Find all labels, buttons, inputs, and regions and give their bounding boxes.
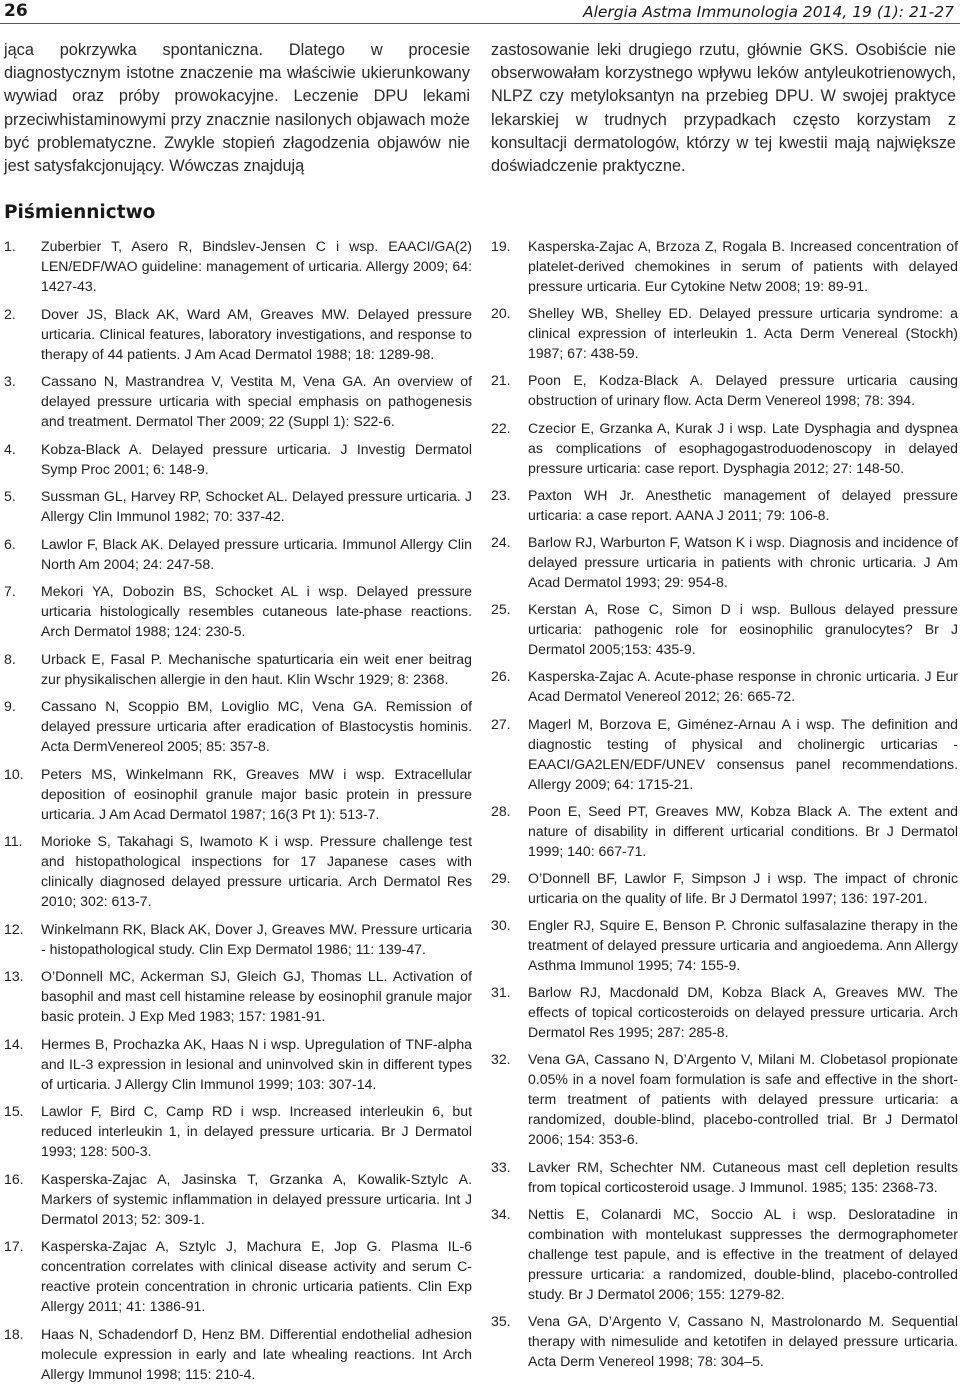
reference-number: 2. — [4, 305, 16, 322]
reference-item — [4, 1324, 472, 1384]
reference-number: 17. — [4, 1238, 24, 1254]
page-number: 26 — [4, 1, 28, 21]
reference-number: 19. — [491, 238, 511, 254]
reference-text: Hermes B, Prochazka AK, Haas N i wsp. Upregulation of TNF-alpha and IL-3 expression in lesional and uninvolved skin in different types of urticaria. J Allergy Clin Immunol 1999; 103: 307-14. — [41, 1035, 472, 1092]
reference-number: 26. — [491, 668, 511, 685]
reference-number: 35. — [491, 1313, 511, 1329]
reference-number: 29. — [491, 869, 511, 886]
reference-item — [491, 485, 958, 525]
reference-item — [4, 534, 472, 574]
reference-number: 34. — [491, 1205, 511, 1222]
reference-text: Shelley WB, Shelley ED. Delayed pressure urticaria syndrome: a clinical expression of interleukin 1. Acta Derm Venereal (Stockh) 1987; 67: 438-59. — [528, 305, 958, 362]
reference-item — [491, 1049, 958, 1149]
reference-item — [4, 581, 472, 641]
reference-item — [491, 1311, 958, 1371]
reference-text: Lawlor F, Bird C, Camp RD i wsp. Increased interleukin 6, but reduced interleukin 1, in delayed pressure urticaria. Br J Dermatol 1993; 128: 500-3. — [41, 1103, 472, 1159]
reference-item — [491, 1157, 958, 1197]
reference-item — [4, 831, 472, 911]
reference-item — [4, 649, 472, 689]
reference-item — [491, 532, 958, 592]
reference-number: 21. — [491, 372, 511, 389]
reference-item — [4, 486, 472, 526]
references-list-right — [491, 236, 958, 1371]
reference-text: Vena GA, D’Argento V, Cassano N, Mastrolonardo M. Sequential therapy with nimesulide and ketotifen in delayed pressure urticaria. Acta Derm Venereol 1998; 78: 304–5. — [528, 1313, 958, 1369]
body-text-left: jąca pokrzywka spontaniczna. Dlatego w procesie diagnostycznym istotne znaczenie ma właściwie ukierunkowany wywiad oraz próby prowokacyjne. Leczenie DPU lekami przeciwhistaminowymi przy znacznie nasilonych objawach może być problematyczne. Zwykle stopień złagodzenia objawów nie jest satysfakcjonujący. Wówczas znajdują — [4, 41, 470, 176]
reference-number: 15. — [4, 1103, 24, 1119]
reference-text: Magerl M, Borzova E, Giménez-Arnau A i wsp. The definition and diagnostic testing of physical and cholinergic urticarias - EAACI/GA2LEN/EDF/UNEV consensus panel recommendations. Allergy 2009; 64: 1715-21. — [528, 715, 958, 792]
reference-text: Haas N, Schadendorf D, Henz BM. Differential endothelial adhesion molecule expression in early and late whealing reactions. Int Arch Allergy Immunol 1998; 115: 210-4. — [41, 1325, 472, 1382]
reference-text: Lawlor F, Black AK. Delayed pressure urticaria. Immunol Allergy Clin North Am 2004; 24: 247-58. — [41, 535, 472, 572]
reference-number: 3. — [4, 373, 16, 389]
reference-number: 20. — [491, 305, 511, 322]
reference-text: Kobza-Black A. Delayed pressure urticaria. J Investig Dermatol Symp Proc 2001; 6: 148-9. — [41, 440, 472, 477]
references-right-column — [491, 236, 958, 1378]
reference-item — [491, 370, 958, 410]
reference-number: 30. — [491, 917, 511, 934]
reference-number: 6. — [4, 535, 16, 552]
reference-item — [491, 868, 958, 908]
reference-number: 32. — [491, 1051, 511, 1068]
reference-text: Zuberbier T, Asero R, Bindslev-Jensen C i wsp. EAACI/GA(2) LEN/EDF/WAO guideline: management of urticaria. Allergy 2009; 64: 1427-43. — [41, 238, 472, 294]
reference-number: 8. — [4, 650, 16, 667]
reference-text: Winkelmann RK, Black AK, Dover J, Greaves MW. Pressure urticaria - histopathological study. Clin Exp Dermatol 1986; 11: 139-47. — [41, 920, 472, 957]
reference-number: 18. — [4, 1325, 24, 1342]
reference-text: Cassano N, Mastrandrea V, Vestita M, Vena GA. An overview of delayed pressure urticaria with special emphasis on pathogenesis and treatment. Dermatol Ther 2009; 22 (Suppl 1): S22-6. — [41, 373, 472, 429]
reference-text: Peters MS, Winkelmann RK, Greaves MW i wsp. Extracellular deposition of eosinophil granule major basic protein in pressure urticaria. J Am Acad Dermatol 1987; 16(3 Pt 1): 513-7. — [41, 765, 472, 822]
reference-item — [491, 801, 958, 861]
reference-number: 4. — [4, 440, 16, 457]
reference-item — [491, 236, 958, 296]
reference-number: 16. — [4, 1170, 24, 1187]
reference-item — [491, 915, 958, 975]
reference-number: 5. — [4, 488, 16, 504]
reference-text: Lavker RM, Schechter NM. Cutaneous mast cell depletion results from topical corticosteroid usage. J Immunol. 1985; 135: 2368-73. — [528, 1158, 958, 1195]
reference-number: 7. — [4, 583, 16, 599]
reference-number: 31. — [491, 984, 511, 1001]
reference-item — [4, 919, 472, 959]
journal-citation: Alergia Astma Immunologia 2014, 19 (1): 21-27 — [582, 3, 954, 21]
reference-item — [491, 714, 958, 794]
reference-text: Kasperska-Zajac A, Jasinska T, Grzanka A, Kowalik-Sztylc A. Markers of systemic inflammation in delayed pressure urticaria. Int J Dermatol 2013; 52: 309-1. — [41, 1170, 472, 1227]
reference-item — [491, 418, 958, 478]
reference-item — [4, 1101, 472, 1161]
reference-text: O’Donnell BF, Lawlor F, Simpson J i wsp. The impact of chronic urticaria on the quality of life. Br J Dermatol 1997; 136: 197-201. — [528, 869, 958, 906]
reference-text: Kasperska-Zajac A, Sztylc J, Machura E, Jop G. Plasma IL-6 concentration correlates with clinical disease activity and serum C-reactive protein concentration in chronic urticaria patients. Clin Exp Allergy 2011; 41: 1386-91. — [41, 1238, 472, 1314]
reference-item — [491, 1204, 958, 1304]
reference-item — [491, 666, 958, 706]
reference-number: 33. — [491, 1158, 511, 1175]
reference-number: 14. — [4, 1035, 24, 1052]
reference-text: Czecior E, Grzanka A, Kurak J i wsp. Late Dysphagia and dyspnea as complications of esophagogastroduodenoscopy in delayed pressure urticaria: case report. Dysphagia 2012; 27: 148-50. — [528, 419, 958, 476]
reference-text: O’Donnell MC, Ackerman SJ, Gleich GJ, Thomas LL. Activation of basophil and mast cell histamine release by eosinophil granule major basic protein. J Exp Med 1983; 157: 1981-91. — [41, 968, 472, 1024]
reference-item — [4, 371, 472, 431]
reference-text: Barlow RJ, Warburton F, Watson K i wsp. Diagnosis and incidence of delayed pressure urticaria in patients with chronic urticaria. J Am Acad Dermatol 1993; 29: 954-8. — [528, 533, 958, 590]
header-rule — [0, 23, 960, 24]
reference-text: Vena GA, Cassano N, D’Argento V, Milani M. Clobetasol propionate 0.05% in a novel foam formulation is safe and effective in the short-term treatment of patients with delayed pressure urticaria: a randomized, double-blind, placebo-controlled trial. Br J Dermatol 2006; 154: 353-6. — [528, 1051, 958, 1148]
reference-number: 11. — [4, 833, 23, 849]
reference-text: Urback E, Fasal P. Mechanische spaturticaria ein weit ener beitrag zur physikalischen allergie in den haut. Klin Wschr 1929; 8: 2368. — [41, 650, 472, 687]
references-list-left — [4, 236, 472, 1384]
reference-number: 10. — [4, 765, 24, 782]
reference-text: Dover JS, Black AK, Ward AM, Greaves MW. Delayed pressure urticaria. Clinical features, laboratory investigations, and response to therapy of 44 patients. J Am Acad Dermatol 1988; 18: 1289-98. — [41, 305, 472, 362]
reference-text: Kerstan A, Rose C, Simon D i wsp. Bullous delayed pressure urticaria: pathogenic role for eosinophilic granulocytes? Br J Dermatol 2005;153: 435-9. — [528, 601, 958, 658]
reference-item — [4, 236, 472, 296]
reference-text: Nettis E, Colanardi MC, Soccio AL i wsp. Desloratadine in combination with montelukast suppresses the dermographometer challenge test papule, and is effective in the treatment of delayed pressure urticaria: a randomized, double-blind, placebo-controlled study. Br J Dermatol 2006; 155: 1279-82. — [528, 1205, 958, 1302]
reference-number: 22. — [491, 419, 511, 436]
reference-number: 12. — [4, 920, 24, 937]
reference-item — [4, 439, 472, 479]
reference-text: Mekori YA, Dobozin BS, Schocket AL i wsp. Delayed pressure urticaria histologically resembles cutaneous late-phase reactions. Arch Dermatol 1988; 124: 230-5. — [41, 583, 472, 639]
body-text-right: zastosowanie leki drugiego rzutu, głównie GKS. Osobiście nie obserwowałam korzystnego wpływu leków antyleukotrienowych, NLPZ czy metyloksantyn na przebieg DPU. W swojej praktyce lekarskiej w trudnych przypadkach często korzystam z konsultacji dermatologów, którzy w tej kwestii mają największe doświadczenie praktyczne. — [491, 41, 956, 176]
reference-number: 25. — [491, 601, 511, 618]
reference-item — [491, 982, 958, 1042]
reference-item — [491, 599, 958, 659]
reference-item — [4, 1169, 472, 1229]
reference-number: 28. — [491, 802, 511, 819]
reference-text: Sussman GL, Harvey RP, Schocket AL. Delayed pressure urticaria. J Allergy Clin Immunol 1982; 70: 337-42. — [41, 488, 472, 524]
references-heading: Piśmiennictwo — [4, 202, 156, 223]
reference-number: 24. — [491, 533, 511, 550]
reference-item — [4, 1236, 472, 1316]
reference-number: 9. — [4, 698, 16, 714]
reference-number: 27. — [491, 715, 511, 732]
reference-text: Paxton WH Jr. Anesthetic management of delayed pressure urticaria: a case report. AANA J 2011; 79: 106-8. — [528, 486, 958, 523]
reference-item — [491, 303, 958, 363]
references-left-column — [4, 236, 472, 1391]
reference-text: Morioke S, Takahagi S, Iwamoto K i wsp. Pressure challenge test and histopathological inspections for 17 Japanese cases with clinically diagnosed delayed pressure urticaria. Arch Dermatol Res 2010; 302: 613-7. — [41, 833, 472, 909]
reference-text: Engler RJ, Squire E, Benson P. Chronic sulfasalazine therapy in the treatment of delayed pressure urticaria and angioedema. Ann Allergy Asthma Immunol 1995; 74: 155-9. — [528, 917, 958, 974]
reference-item — [4, 304, 472, 364]
reference-text: Poon E, Kodza-Black A. Delayed pressure urticaria causing obstruction of urinary flow. Acta Derm Venereol 1998; 78: 394. — [528, 372, 958, 409]
reference-item — [4, 966, 472, 1026]
reference-text: Kasperska-Zajac A, Brzoza Z, Rogala B. Increased concentration of platelet-derived chemokines in serum of patients with delayed pressure urticaria. Eur Cytokine Netw 2008; 19: 89-91. — [528, 238, 958, 294]
reference-number: 1. — [4, 238, 16, 254]
reference-text: Kasperska-Zajac A. Acute-phase response in chronic urticaria. J Eur Acad Dermatol Venereol 2012; 26: 665-72. — [528, 668, 958, 705]
reference-text: Cassano N, Scoppio BM, Loviglio MC, Vena GA. Remission of delayed pressure urticaria after eradication of Blastocystis hominis. Acta DermVenereol 2005; 85: 357-8. — [41, 698, 472, 754]
reference-item — [4, 1034, 472, 1094]
reference-item — [4, 764, 472, 824]
reference-item — [4, 696, 472, 756]
reference-text: Barlow RJ, Macdonald DM, Kobza Black A, Greaves MW. The effects of topical corticosteroids on delayed pressure urticaria. Arch Dermatol Res 1995; 287: 285-8. — [528, 984, 958, 1041]
reference-number: 23. — [491, 486, 511, 503]
reference-number: 13. — [4, 968, 24, 984]
reference-text: Poon E, Seed PT, Greaves MW, Kobza Black A. The extent and nature of disability in different urticarial conditions. Br J Dermatol 1999; 140: 667-71. — [528, 802, 958, 859]
